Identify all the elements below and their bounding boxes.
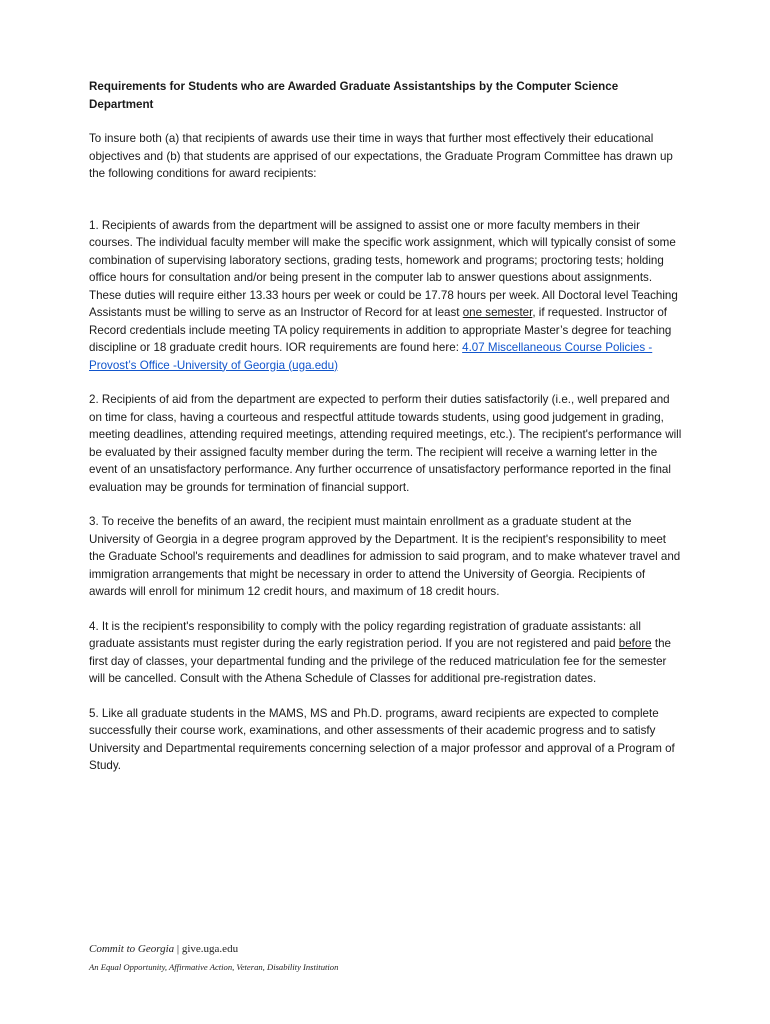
requirement-item-5: 5. Like all graduate students in the MAMS, MS and Ph.D. programs, award recipients are expected to complete successfully their course work, examinations, and other assessments of their academic progress and to satisfy University and Departmental requirements concerning selection of a major professor and approval of a Program of Study.: [89, 706, 675, 772]
item-4-text-b: the first day of classes, your departmental funding and the privilege of the reduced matriculation fee for the semester will be cancelled. Consult with the Athena Schedule of Classes for additional pre-registration dates.: [89, 637, 671, 685]
footer-site: give.uga.edu: [181, 943, 239, 955]
requirement-item-3: 3. To receive the benefits of an award, the recipient must maintain enrollment as a graduate student at the University of Georgia in a degree program approved by the Department. It is the recipient's responsibility to meet the Graduate School's requirements and deadlines for admission to said program, and to make whatever travel and immigration arrangements that might be necessary in order to attend the University of Georgia. Recipients of awards will enroll for minimum 12 credit hours, and maximum of 18 credit hours.: [89, 515, 681, 598]
footer-commit: Commit to Georgia: [89, 943, 175, 955]
item-1-text-a: 1. Recipients of awards from the department will be assigned to assist one or more faculty members in their courses. The individual faculty member will make the specific work assignment, which will typically consist of some combination of supervising laboratory sections, grading tests, homework and programs; proctoring tests; holding office hours for consultation and/or being present in the computer lab to answer questions about assignments. These duties will require either 13.33 hours per week or could be 17.78 hours per week. All Doctoral level Teaching Assistants must be willing to serve as an Instructor of Record for at least: [89, 218, 678, 319]
page-footer: [89, 942, 685, 973]
intro-paragraph: To insure both (a) that recipients of awards use their time in ways that further most effectively their educational objectives and (b) that students are apprised of our expectations, the Graduate Program Committee has drawn up the following conditions for award recipients:: [89, 132, 673, 180]
item-1-text-b: , if requested. Instructor of Record credentials include meeting TA policy requirements in addition to appropriate Master’s degree for teaching discipline or 18 graduate credit hours. IOR requirements are found here:: [89, 306, 672, 354]
footer-separator: |: [174, 943, 182, 955]
footer-statement: An Equal Opportunity, Affirmative Action, Veteran, Disability Institution: [89, 962, 339, 972]
item-4-underlined: before: [618, 637, 652, 650]
footer-commit-line: [89, 942, 685, 957]
ior-requirements-link[interactable]: 4.07 Miscellaneous Course Policies - Provost’s Office -University of Georgia (uga.edu): [89, 341, 653, 372]
document-body: [89, 78, 685, 792]
requirement-item-4: [89, 618, 685, 688]
item-4-text-a: 4. It is the recipient's responsibility to comply with the policy regarding registration of graduate assistants: all graduate assistants must register during the early registration period. If you are not registered and paid: [89, 619, 641, 650]
requirement-item-2: 2. Recipients of aid from the department are expected to perform their duties satisfactorily (i.e., well prepared and on time for class, having a courteous and respectful attitude towards students, using good judgement in grading, meeting deadlines, attending required meetings, attending required meetings, etc.). The recipient's performance will be evaluated by their assigned faculty member during the term. The recipient will receive a warning letter in the event of an unsatisfactory performance. Any further occurrence of unsatisfactory performance reported in the final evaluation may be grounds for termination of financial support.: [89, 393, 682, 494]
document-title: Requirements for Students who are Awarded Graduate Assistantships by the Computer Science Department: [89, 80, 619, 111]
requirement-item-1: [89, 217, 685, 375]
item-1-underlined: one semester: [462, 306, 533, 319]
